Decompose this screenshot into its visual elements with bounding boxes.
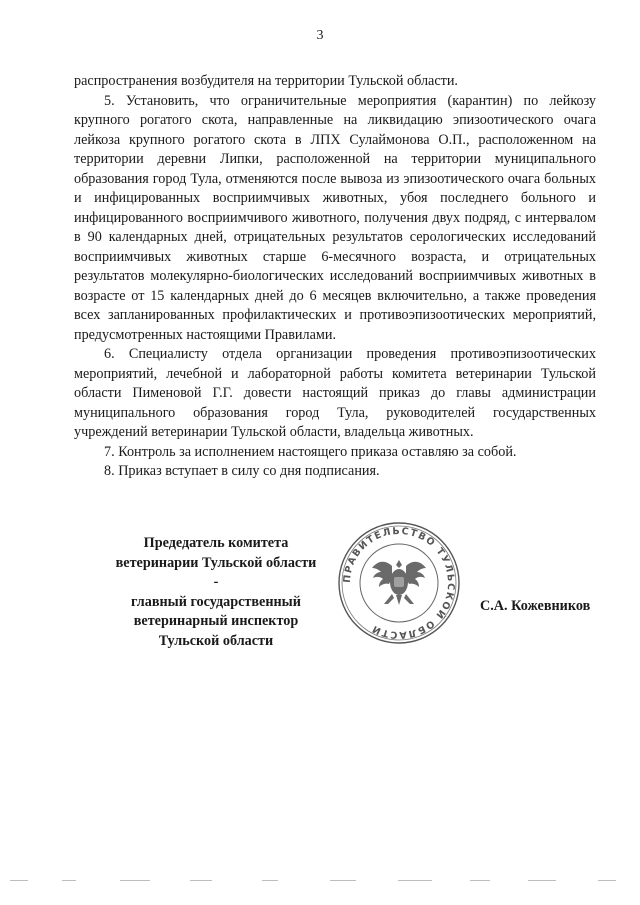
scan-speck xyxy=(120,880,150,881)
paragraph-item-6: 6. Специалисту отдела организации проведения противоэпизоотических мероприятий, лечебной и лабораторной работы комитета ветеринарии Тульской области Пименовой Г.Г. довести настоящий приказ до главы администрации муниципального образования город Тула, руководителей государственных учреждений ветеринарии Тульской области, владельца животных. xyxy=(74,346,596,440)
scan-speck xyxy=(330,880,356,881)
scan-speck xyxy=(190,880,212,881)
signer-title-line: главный государственный xyxy=(131,593,301,610)
scan-speck xyxy=(470,880,490,881)
paragraph-item-8: 8. Приказ вступает в силу со дня подписания. xyxy=(104,463,380,479)
scan-artifacts xyxy=(0,880,640,890)
page-number: 3 xyxy=(316,28,324,43)
scan-speck xyxy=(528,880,556,881)
signer-title-line: Предедатель комитета xyxy=(143,535,289,551)
signer-title-line: Тульской области xyxy=(158,632,274,649)
signer-title-line: ветеринарный инспектор xyxy=(133,613,299,630)
seal-ring-text: ПРАВИТЕЛЬСТВО ТУЛЬСКОЙ ОБЛАСТИ xyxy=(341,525,457,641)
paragraph-item-5: 5. Установить, что ограничительные мероприятия (карантин) по лейкозу крупного рогатого скота, направленные на ликвидацию эпизоотического очага лейкоза крупного рогатого скота в ЛПХ Сулаймонова О.П., расположенном на территории деревни Липки, расположенной на территории муниципального образования город Тула, отменяются после вывоза из эпизоотического очага больных и инфицированных восприимчивых животных, убоя последнего больного и инфицированного восприимчивого животного, получения двух подряд, с интервалом в 90 календарных дней, отрицательных результатов серологических исследований восприимчивых животных старше 6-месячного возраста, и отрицательных результатов молекулярно-биологических исследований восприимчивых животных в возрасте от 15 календарных дней до 6 месяцев включительно, а также проведения всех запланированных профилактических и противоэпизоотических мероприятий, предусмотренных настоящими Правилами. xyxy=(74,92,596,343)
scan-speck xyxy=(62,880,76,881)
signer-title xyxy=(112,534,320,652)
paragraph-continuation: распространения возбудителя на территории Тульской области. xyxy=(74,73,458,89)
signature-block xyxy=(0,520,640,660)
eagle-emblem-icon xyxy=(372,560,426,605)
paragraph-item-7: 7. Контроль за исполнением настоящего приказа оставляю за собой. xyxy=(104,443,517,460)
scan-speck xyxy=(598,880,616,881)
scan-speck xyxy=(398,880,432,881)
scan-speck xyxy=(10,880,28,881)
official-seal xyxy=(336,520,462,646)
signer-title-line: ветеринарии Тульской области - xyxy=(115,554,317,591)
scan-speck xyxy=(262,880,278,881)
signer-name: С.А. Кожевников xyxy=(480,598,591,614)
document-body xyxy=(74,72,596,482)
